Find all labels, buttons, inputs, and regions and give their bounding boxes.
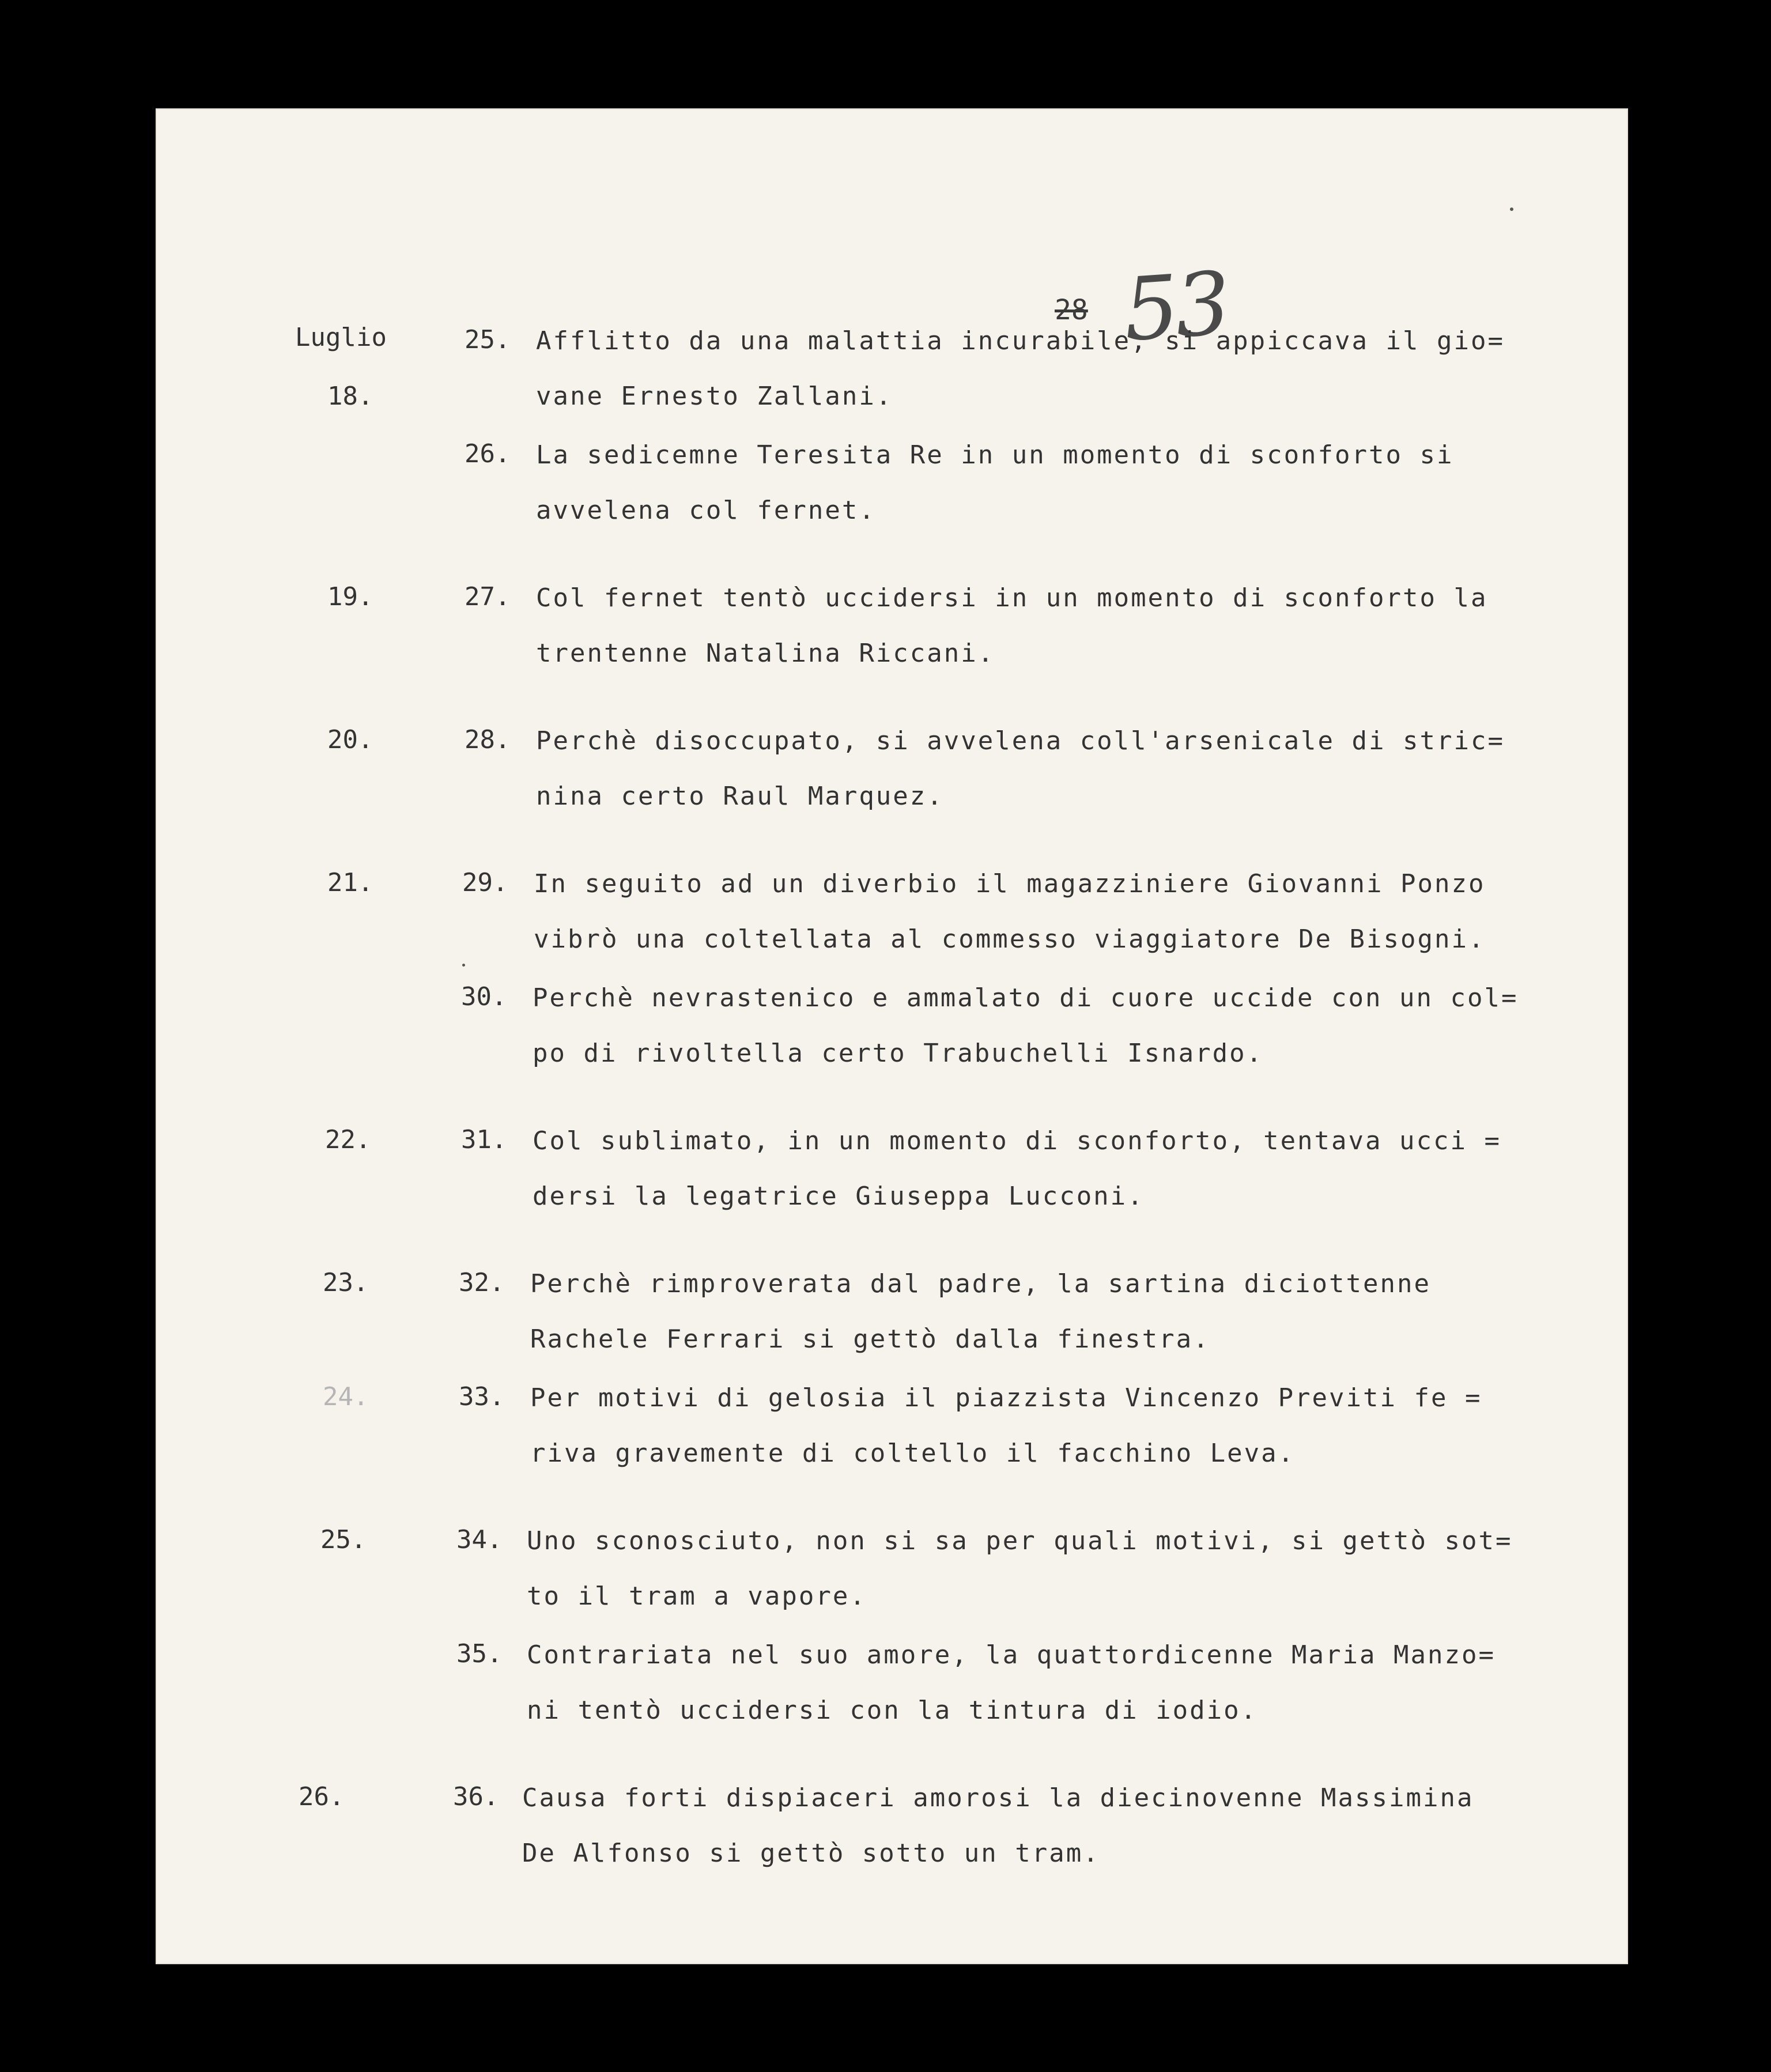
entry-line: ni tentò uccidersi con la tintura di iodio. [527, 1696, 1258, 1725]
handwritten-folio-number: 53 [1120, 253, 1230, 361]
entry-line: In seguito ad un diverbio il magazziniere Giovanni Ponzo [534, 869, 1486, 899]
entry-date: 23. [323, 1268, 369, 1297]
entry-line: Contrariata nel suo amore, la quattordicenne Maria Manzo= [527, 1640, 1496, 1670]
entry-line: Per motivi di gelosia il piazzista Vincenzo Previti fe = [530, 1383, 1482, 1413]
entry-date: 19. [327, 582, 373, 612]
entry-date: 20. [327, 725, 373, 754]
entry-number: 25. [465, 325, 511, 354]
entry-number: 35. [456, 1639, 503, 1669]
entry-date: 21. [327, 868, 373, 897]
entry-line: avvelena col fernet. [536, 496, 876, 525]
entry-line: vibrò una coltellata al commesso viaggiatore De Bisogni. [534, 924, 1486, 954]
entry-number: 34. [456, 1525, 503, 1554]
entry-number: 33. [459, 1382, 505, 1411]
entry-number: 31. [461, 1125, 507, 1154]
entry-line: Perchè nevrastenico e ammalato di cuore uccide con un col= [533, 983, 1519, 1013]
entry-line: trentenne Natalina Riccani. [536, 639, 995, 668]
entry-date: 18. [327, 382, 373, 411]
entry-number: 32. [459, 1268, 505, 1297]
entry-line: dersi la legatrice Giuseppa Lucconi. [533, 1182, 1145, 1211]
entry-line: to il tram a vapore. [527, 1582, 867, 1611]
ink-dot [1510, 207, 1513, 211]
entry-line: Uno sconosciuto, non si sa per quali motivi, si gettò sot= [527, 1526, 1513, 1556]
entry-line: riva gravemente di coltello il facchino Leva. [530, 1439, 1296, 1468]
entry-line: vane Ernesto Zallani. [536, 382, 893, 411]
entry-date: 24. [323, 1382, 369, 1411]
entry-line: Col sublimato, in un momento di sconforto, tentava ucci = [533, 1126, 1501, 1156]
document-page [156, 108, 1628, 1964]
entry-line: De Alfonso si gettò sotto un tram. [522, 1839, 1100, 1868]
entry-number: 28. [465, 725, 511, 754]
crossed-folio-number: 28 [1055, 294, 1088, 326]
ink-dot [462, 964, 465, 967]
entry-number: 36. [453, 1782, 499, 1811]
entry-number: 29. [462, 868, 508, 897]
entry-line: Causa forti dispiaceri amorosi la diecinovenne Massimina [522, 1783, 1474, 1813]
entry-line: Afflitto da una malattia incurabile, si appiccava il gio= [536, 326, 1505, 356]
entry-date: 22. [325, 1125, 371, 1154]
entry-line: nina certo Raul Marquez. [536, 782, 944, 811]
entry-number: 26. [465, 439, 511, 469]
entry-number: 30. [461, 982, 507, 1012]
entry-date: 26. [299, 1782, 345, 1811]
entry-line: La sedicemne Teresita Re in un momento di sconforto si [536, 440, 1454, 470]
month-label: Luglio [295, 323, 387, 352]
entry-number: 27. [465, 582, 511, 612]
entry-line: Perchè disoccupato, si avvelena coll'arsenicale di stric= [536, 726, 1505, 756]
entry-line: Perchè rimproverata dal padre, la sartina diciottenne [530, 1269, 1431, 1299]
entry-date: 25. [320, 1525, 367, 1554]
entry-line: Col fernet tentò uccidersi in un momento di sconforto la [536, 583, 1488, 613]
entry-line: Rachele Ferrari si gettò dalla finestra. [530, 1324, 1210, 1354]
entry-line: po di rivoltella certo Trabuchelli Isnardo. [533, 1039, 1264, 1068]
